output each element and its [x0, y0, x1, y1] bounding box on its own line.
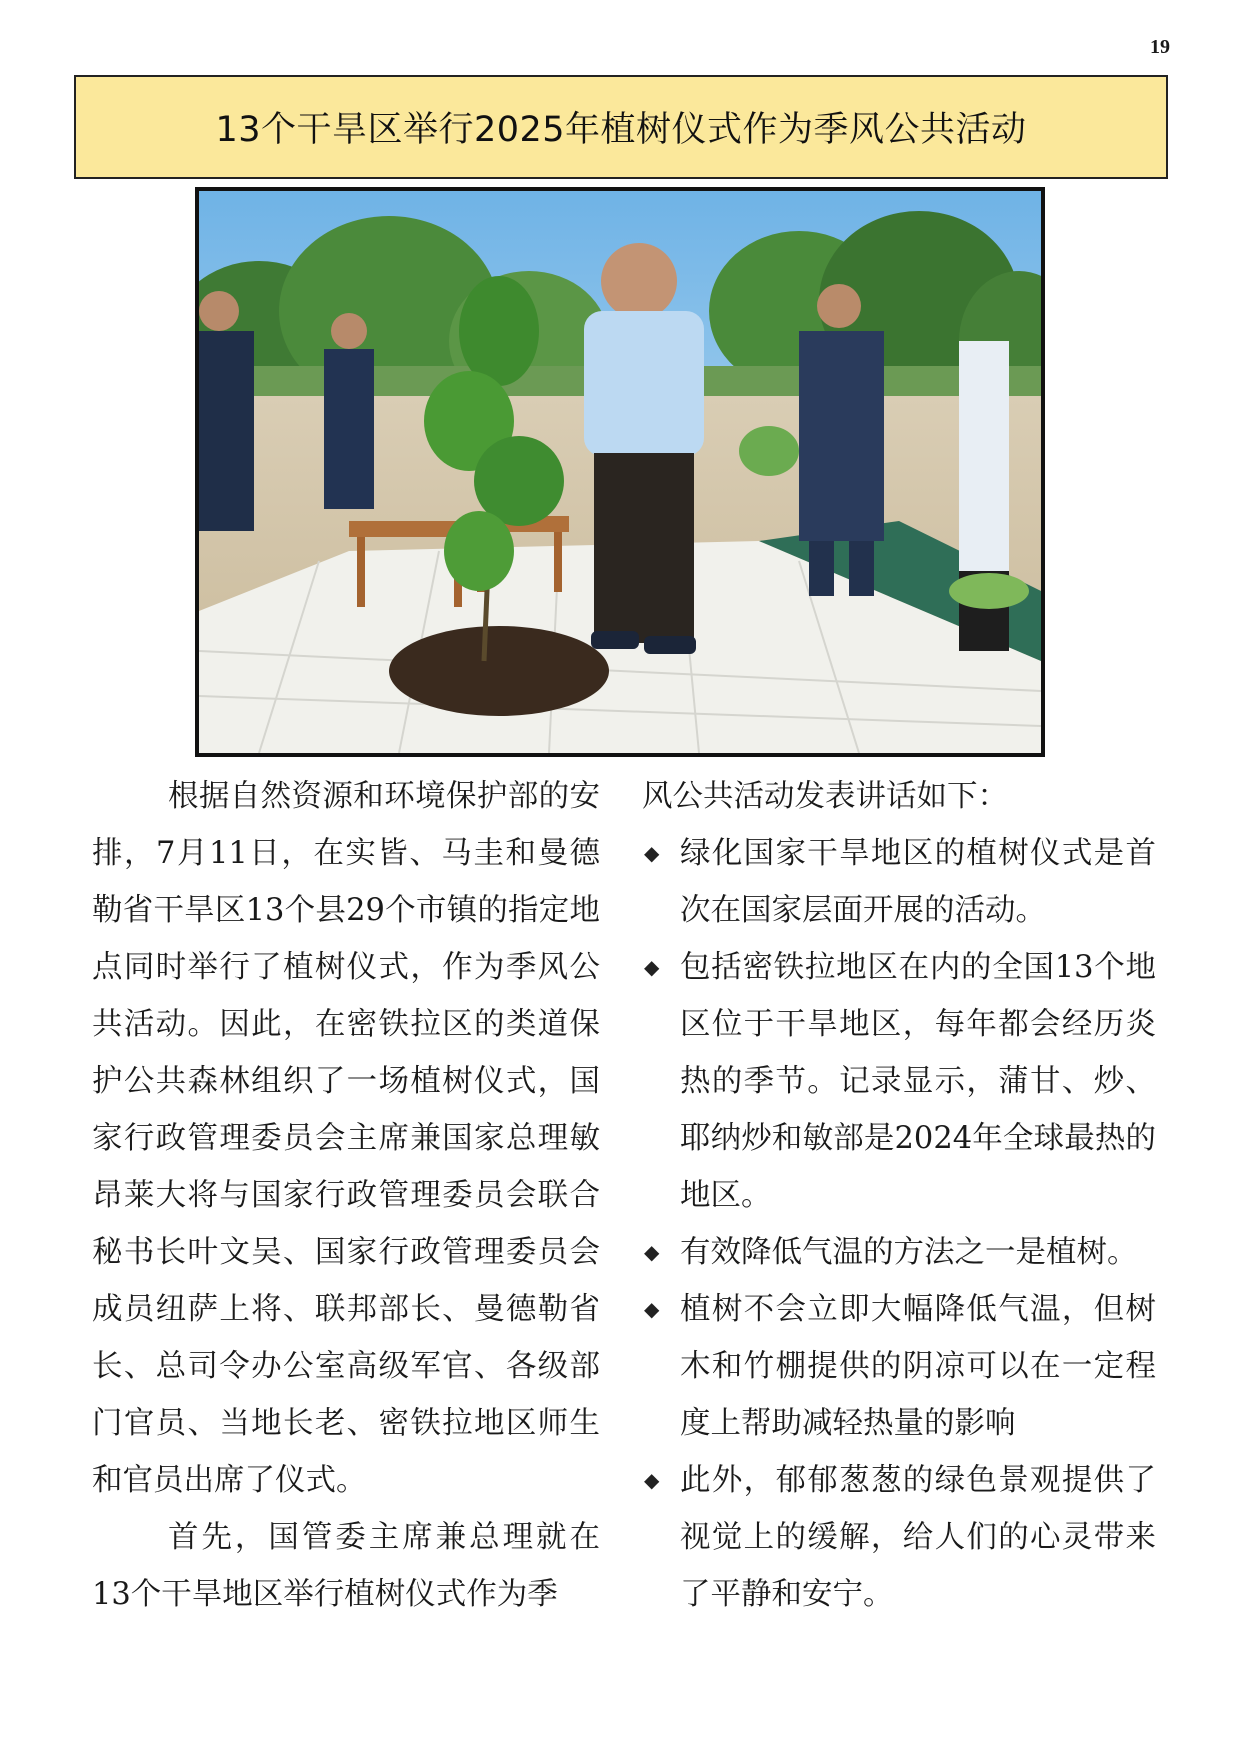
- list-item: [642, 1281, 1156, 1452]
- paragraph-intro: 根据自然资源和环境保护部的安排，7月11日，在实皆、马圭和曼德勒省干旱区13个县29个市镇的指定地点同时举行了植树仪式，作为季风公共活动。因此，在密铁拉区的类道保护公共森林组织了一场植树仪式，国家行政管理委员会主席兼国家总理敏昂莱大将与国家行政管理委员会联合秘书长叶文吴、国家行政管理委员会成员纽萨上将、联邦部长、曼德勒省长、总司令办公室高级军官、各级部门官员、当地长老、密铁拉地区师生和官员出席了仪式。: [92, 779, 600, 1498]
- list-item: [642, 1452, 1156, 1623]
- paragraph-speech-start: 首先，国管委主席兼总理就在13个干旱地区举行植树仪式作为季: [92, 1520, 600, 1612]
- diamond-bullet-icon: ◆: [644, 1240, 660, 1264]
- speech-points-list: [642, 825, 1156, 1623]
- list-item-text: 植树不会立即大幅降低气温，但树木和竹棚提供的阴凉可以在一定程度上帮助减轻热量的影响: [680, 1292, 1156, 1441]
- list-item-text: 此外，郁郁葱葱的绿色景观提供了视觉上的缓解，给人们的心灵带来了平静和安宁。: [680, 1463, 1156, 1612]
- list-item-text: 包括密铁拉地区在内的全国13个地区位于干旱地区，每年都会经历炎热的季节。记录显示，蒲甘、炒、耶纳炒和敏部是2024年全球最热的地区。: [680, 950, 1156, 1213]
- article-title: 13个干旱区举行2025年植树仪式作为季风公共活动: [215, 110, 1027, 150]
- title-banner: [74, 75, 1168, 179]
- left-column: [92, 768, 600, 1623]
- list-item-text: 有效降低气温的方法之一是植树。: [680, 1235, 1138, 1270]
- paragraph-speech-continued: 风公共活动发表讲话如下：: [642, 779, 1008, 814]
- page-number: 19: [1150, 36, 1170, 58]
- photo-illustration: [199, 191, 1041, 753]
- diamond-bullet-icon: ◆: [644, 1297, 660, 1321]
- right-column: [642, 768, 1156, 1623]
- list-item-text: 绿化国家干旱地区的植树仪式是首次在国家层面开展的活动。: [680, 836, 1156, 928]
- list-item: [642, 939, 1156, 1224]
- diamond-bullet-icon: ◆: [644, 841, 660, 865]
- diamond-bullet-icon: ◆: [644, 1468, 660, 1492]
- tree-planting-photo: [195, 187, 1045, 757]
- list-item: [642, 825, 1156, 939]
- diamond-bullet-icon: ◆: [644, 955, 660, 979]
- list-item: [642, 1224, 1156, 1281]
